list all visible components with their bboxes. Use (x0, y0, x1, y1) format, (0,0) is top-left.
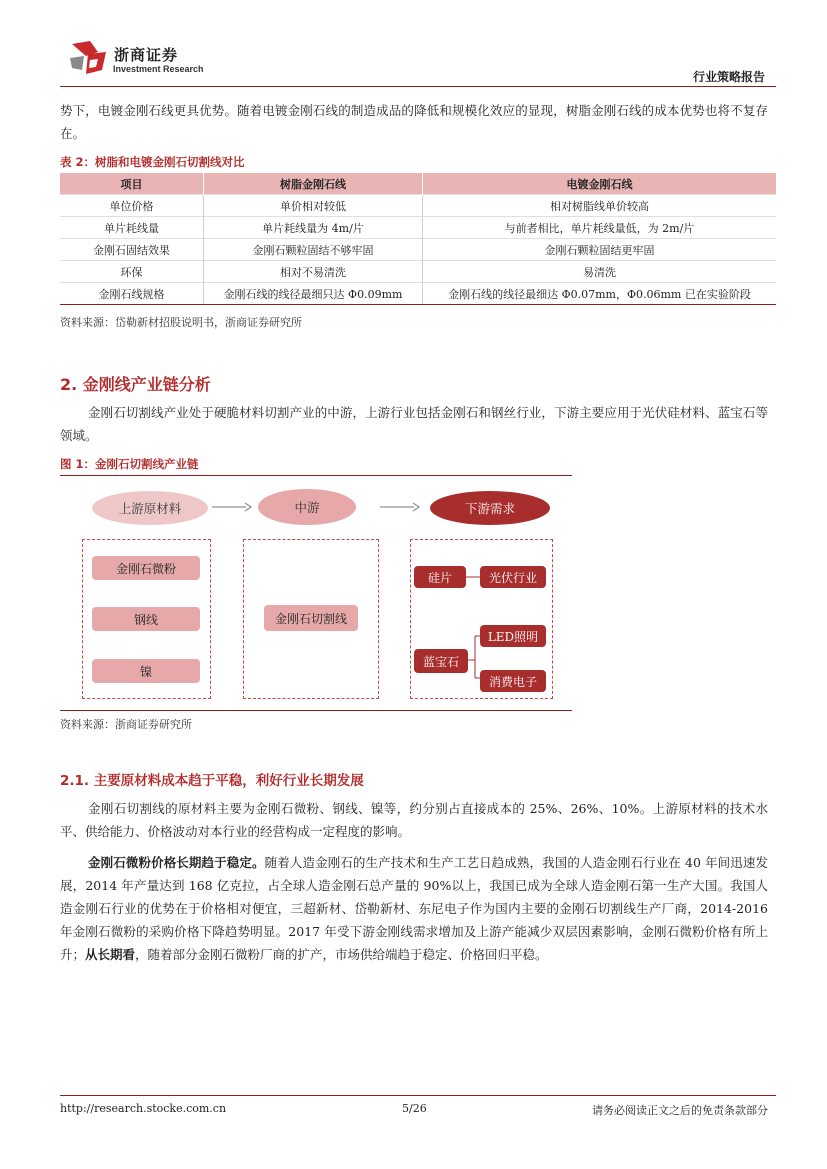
downstream-source-item: 蓝宝石 (414, 649, 468, 673)
intro-paragraph: 势下，电镀金刚石线更具优势。随着电镀金刚石线的制造成品的降低和规模化效应的显现，树脂金刚石线的成本优势也将不复存在。 (60, 103, 768, 141)
figure-source-note: 资料来源：浙商证券研究所 (60, 718, 192, 731)
table-header-cell: 项目 (60, 173, 204, 195)
table-row (60, 239, 776, 261)
connector-lines (466, 570, 482, 680)
downstream-target-item: LED照明 (480, 625, 546, 647)
section-2-1-paragraph-1: 金刚石切割线的原材料主要为金刚石微粉、钢线、镍等，约分别占直接成本的 25%、26%、10%。上游原材料的技术水平、供给能力、价格波动对本行业的经营构成一定程度的影响。 (60, 801, 768, 839)
paragraph-inline-bold: 从长期看 (85, 947, 136, 962)
table-cell: 金刚石线规格 (60, 283, 204, 305)
paragraph-tail: ，随着部分金刚石微粉厂商的扩产，市场供给端趋于稳定、价格回归平稳。 (135, 947, 548, 962)
table-row (60, 217, 776, 239)
figure-caption: 图 1：金刚石切割线产业链 (60, 457, 199, 471)
table-cell: 环保 (60, 261, 204, 283)
flow-arrow-icon (212, 500, 252, 514)
table-cell: 单位价格 (60, 195, 204, 217)
table-cell: 相对不易清洗 (204, 261, 423, 283)
downstream-stage-label: 下游需求 (430, 491, 550, 525)
upstream-item: 镍 (92, 659, 200, 683)
section-2-heading: 2. 金刚线产业链分析 (60, 375, 211, 394)
flow-arrow-icon (380, 500, 420, 514)
paragraph-lead-bold: 金刚石微粉价格长期趋于稳定。 (88, 855, 265, 870)
table-source-note: 资料来源：岱勒新材招股说明书，浙商证券研究所 (60, 316, 302, 329)
brand-name-en: Investment Research (113, 64, 204, 74)
table-row (60, 283, 776, 305)
figure-bottom-rule (60, 710, 572, 711)
brand-logo-icon (68, 40, 108, 76)
upstream-stage-label: 上游原材料 (92, 491, 208, 525)
downstream-target-item: 消费电子 (480, 670, 546, 692)
table-caption: 表 2：树脂和电镀金刚石切割线对比 (60, 155, 245, 169)
table-header-row (60, 173, 776, 195)
downstream-target-item: 光伏行业 (480, 566, 546, 588)
footer-url[interactable]: http://research.stocke.com.cn (60, 1102, 227, 1115)
footer-page-number: 5/26 (402, 1102, 427, 1115)
section-2-1-heading: 2.1. 主要原材料成本趋于平稳，利好行业长期发展 (60, 773, 364, 789)
table-header-cell: 树脂金刚石线 (204, 173, 423, 195)
table-header-cell: 电镀金刚石线 (423, 173, 777, 195)
table-cell: 金刚石固结效果 (60, 239, 204, 261)
upstream-item: 金刚石微粉 (92, 556, 200, 580)
table-cell: 金刚石颗粒固结更牢固 (423, 239, 777, 261)
comparison-table (60, 173, 776, 305)
table-row (60, 261, 776, 283)
table-cell: 单片耗线量为 4m/片 (204, 217, 423, 239)
brand-name-cn: 浙商证券 (114, 46, 179, 64)
table-cell: 金刚石线的线径最细只达 Φ0.09mm (204, 283, 423, 305)
section-2-1-paragraph-2 (60, 851, 768, 966)
section-2-paragraph: 金刚石切割线产业处于硬脆材料切割产业的中游，上游行业包括金刚石和钢丝行业，下游主要应用于光伏硅材料、蓝宝石等领域。 (60, 405, 768, 443)
midstream-stage-label: 中游 (258, 489, 356, 525)
paragraph-body: 随着人造金刚石的生产技术和生产工艺日趋成熟，我国的人造金刚石行业在 40 年间迅速发展，2014 年产量达到 168 亿克拉，占全球人造金刚石总产量的 90%以上，我国已成为全球人造金刚石第一生产大国。我国人造金刚石行业的优势在于价格相对便宜，三超新材、岱勒新材、东尼电子作为国内主要的金刚石切割线生产厂商，2014-2016 年金刚石微粉的采购价格下降趋势明显。2017 年受下游金刚线需求增加及上游产能减少双层因素影响，金刚石微粉价格有所上升； (60, 855, 768, 962)
footer-disclaimer: 请务必阅读正文之后的免责条款部分 (592, 1104, 768, 1117)
table-cell: 易清洗 (423, 261, 777, 283)
table-cell: 单片耗线量 (60, 217, 204, 239)
report-type: 行业策略报告 (692, 70, 765, 84)
footer-divider (60, 1095, 776, 1096)
table-cell: 金刚石颗粒固结不够牢固 (204, 239, 423, 261)
figure-top-rule (60, 475, 572, 476)
upstream-item: 钢线 (92, 607, 200, 631)
table-cell: 与前者相比，单片耗线量低，为 2m/片 (423, 217, 777, 239)
table-cell: 单价相对较低 (204, 195, 423, 217)
midstream-item: 金刚石切割线 (264, 605, 358, 631)
table-cell: 相对树脂线单价较高 (423, 195, 777, 217)
downstream-source-item: 硅片 (414, 566, 466, 588)
table-row (60, 195, 776, 217)
header-divider (60, 86, 776, 87)
table-cell: 金刚石线的线径最细达 Φ0.07mm，Φ0.06mm 已在实验阶段 (423, 283, 777, 305)
